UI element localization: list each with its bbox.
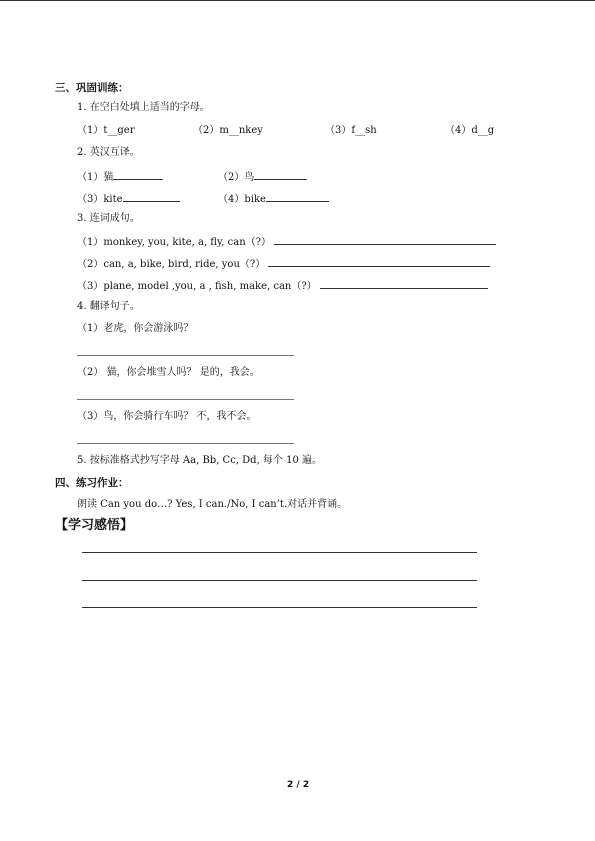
question-title: 2. 英汉互译。 bbox=[77, 147, 140, 158]
page-top-rule bbox=[0, 0, 595, 1]
question-title: 1. 在空白处填上适当的字母。 bbox=[77, 102, 210, 113]
translate-sentence: （3）鸟，你会骑行车吗？ 不，我不会。 bbox=[77, 411, 257, 422]
fill-letter-item: （2）m__nkey bbox=[193, 125, 263, 136]
answer-blank[interactable] bbox=[320, 279, 488, 289]
answer-blank[interactable] bbox=[123, 192, 180, 202]
page-number: 2 / 2 bbox=[287, 780, 310, 790]
question-title: 3. 连词成句。 bbox=[77, 213, 140, 224]
answer-line[interactable] bbox=[77, 399, 294, 400]
translate-sentence: （1）老虎，你会游泳吗？ bbox=[77, 323, 194, 334]
reflection-heading: 【学习感悟】 bbox=[55, 518, 134, 533]
fill-letter-item: （1）t__ger bbox=[77, 125, 135, 136]
answer-blank[interactable] bbox=[274, 235, 496, 245]
answer-blank[interactable] bbox=[113, 170, 163, 180]
fill-letter-item: （3）f__sh bbox=[325, 125, 377, 136]
answer-blank[interactable] bbox=[254, 170, 307, 180]
fill-letter-item: （4）d__g bbox=[445, 125, 495, 136]
translate-item bbox=[77, 170, 163, 184]
translate-item bbox=[218, 192, 329, 206]
sentence-order-item bbox=[77, 279, 488, 293]
sentence-words: （2）can, a, bike, bird, ride, you（?） bbox=[77, 259, 266, 270]
sentence-order-item bbox=[77, 235, 496, 249]
translate-item bbox=[218, 170, 307, 184]
reflection-line[interactable] bbox=[82, 580, 477, 581]
reflection-line[interactable] bbox=[82, 607, 477, 608]
translate-item-label: （3）kite bbox=[77, 194, 123, 205]
reflection-line[interactable] bbox=[82, 552, 477, 553]
answer-line[interactable] bbox=[77, 355, 294, 356]
answer-blank[interactable] bbox=[266, 192, 329, 202]
question-title: 4. 翻译句子。 bbox=[77, 301, 140, 312]
question-title: 5. 按标准格式抄写字母 Aa, Bb, Cc, Dd, 每个 10 遍。 bbox=[77, 455, 323, 466]
translate-item-label: （2）鸟 bbox=[218, 172, 255, 183]
sentence-words: （1）monkey, you, kite, a, fly, can（?） bbox=[77, 237, 272, 248]
sentence-words: （3）plane, model ,you, a , fish, make, can（?） bbox=[77, 281, 317, 292]
answer-blank[interactable] bbox=[268, 257, 490, 267]
answer-line[interactable] bbox=[77, 443, 294, 444]
translate-item bbox=[77, 192, 180, 206]
translate-item-label: （1）猫 bbox=[77, 172, 114, 183]
translate-item-label: （4）bike bbox=[218, 194, 266, 205]
section-heading: 四、练习作业： bbox=[55, 477, 129, 489]
homework-text: 朗读 Can you do…? Yes, I can./No, I can’t.对话并背诵。 bbox=[77, 499, 348, 510]
translate-sentence: （2） 猫，你会堆雪人吗？ 是的，我会。 bbox=[77, 367, 260, 378]
sentence-order-item bbox=[77, 257, 490, 271]
section-heading: 三、巩固训练： bbox=[55, 82, 129, 94]
